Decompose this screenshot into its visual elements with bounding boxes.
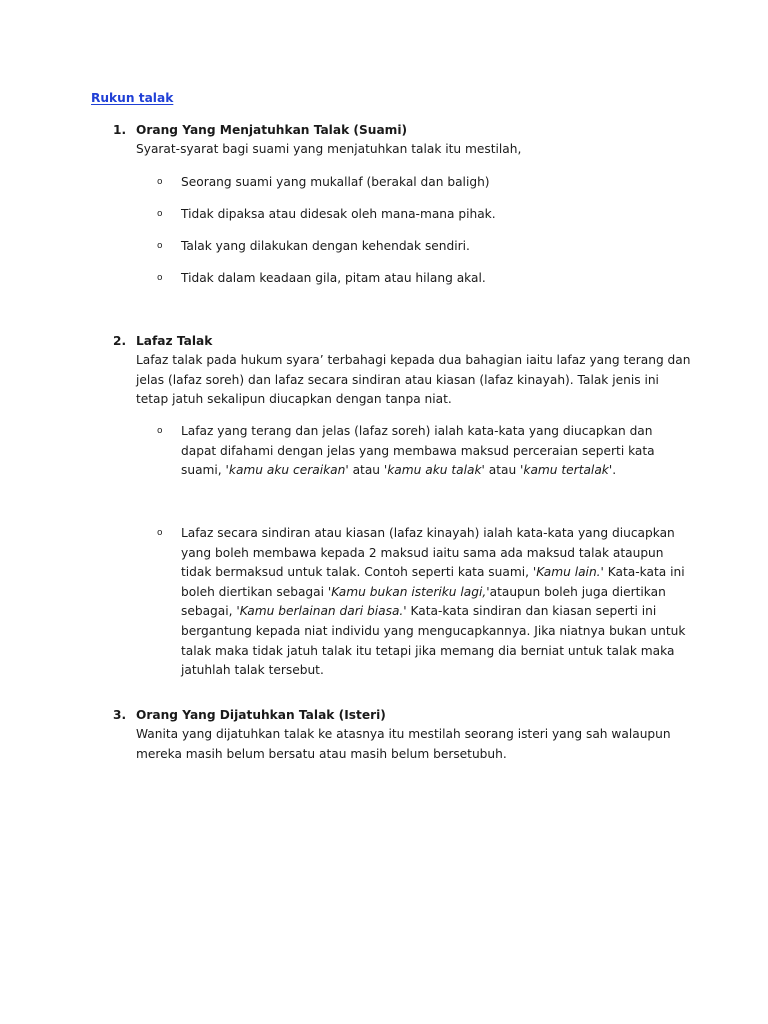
section-3 [113,705,693,764]
section-1-heading [113,120,693,140]
section-1-number: 1. [113,123,127,137]
rukun-talak-link[interactable]: Rukun talak [91,91,174,105]
list-item [157,237,687,257]
list-item [157,422,687,481]
section-2-number: 2. [113,334,127,348]
section-3-heading [113,705,693,725]
example-phrase: kamu aku ceraikan [228,463,346,478]
bullet-marker: o [157,528,163,538]
bullet-marker: o [157,177,163,187]
bullet-text: Lafaz yang terang dan jelas (lafaz soreh) ialah kata-kata yang diucapkan dan dapat difahami dengan jelas yang membawa maksud perceraian seperti kata suami, 'kamu aku ceraikan' atau 'kamu aku talak' atau 'kamu tertalak'. [181,424,655,478]
bullet-text: Seorang suami yang mukallaf (berakal dan baligh) [181,175,490,189]
list-item [157,269,687,289]
bullet-text: Lafaz secara sindiran atau kiasan (lafaz kinayah) ialah kata-kata yang diucapkan yang boleh membawa kepada 2 maksud iaitu sama ada maksud talak ataupun tidak bermaksud untuk talak. Contoh seperti kata suami, 'Kamu lain.' Kata-kata ini boleh diertikan sebagai 'Kamu bukan isteriku lagi,'ataupun boleh juga diertikan sebagai, 'Kamu berlainan dari biasa.' Kata-kata sindiran dan kiasan seperti ini bergantung kepada niat individu yang mengucapkannya. Jika niatnya bukan untuk talak maka tidak jatuh talak itu tetapi jika memang dia berniat untuk talak maka jatuhlah talak tersebut. [181,526,686,678]
bullet-marker: o [157,208,163,219]
section-2-bullet-list-b [157,524,687,681]
example-phrase: Kamu berlainan dari biasa. [239,604,404,619]
section-3-number: 3. [113,708,127,722]
bullet-text: Tidak dipaksa atau didesak oleh mana-mana pihak. [181,206,496,221]
bullet-marker: o [157,240,163,251]
section-2-intro: Lafaz talak pada hukum syara’ terbahagi kepada dua bahagian iaitu lafaz yang terang dan jelas (lafaz soreh) dan lafaz secara sindiran atau kiasan (lafaz kinayah). Talak jenis ini tetap jatuh sekalipun diucapkan dengan tanpa niat. [136,353,691,407]
section-1-intro: Syarat-syarat bagi suami yang menjatuhkan talak itu mestilah, [136,142,522,156]
example-phrase: kamu tertalak [523,463,609,478]
section-3-intro: Wanita yang dijatuhkan talak ke atasnya itu mestilah seorang isteri yang sah walaupun mereka masih belum bersatu atau masih belum bersetubuh. [136,727,671,761]
list-item [157,173,687,193]
section-1-bullet-list [157,173,687,289]
section-2-bullet-list-a [157,422,687,481]
example-phrase: Kamu lain. [536,565,601,580]
bullet-marker: o [157,426,163,436]
section-1 [113,120,693,160]
section-2-title: Lafaz Talak [136,334,213,348]
section-3-title: Orang Yang Dijatuhkan Talak (Isteri) [136,708,386,722]
section-2-heading [113,331,693,351]
example-phrase: kamu aku talak [387,463,482,478]
example-phrase: Kamu bukan isteriku lagi, [331,584,487,599]
bullet-marker: o [157,272,163,283]
list-item [157,205,687,225]
bullet-text: Tidak dalam keadaan gila, pitam atau hilang akal. [181,270,486,285]
list-item [157,524,687,681]
section-1-title: Orang Yang Menjatuhkan Talak (Suami) [136,123,408,137]
section-2 [113,331,693,410]
bullet-text: Talak yang dilakukan dengan kehendak sendiri. [181,238,470,253]
